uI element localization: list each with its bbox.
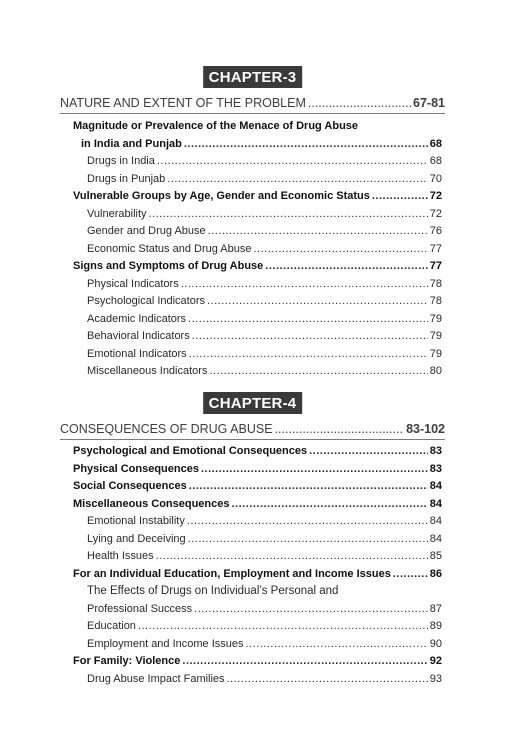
toc-entry[interactable] [73,498,442,516]
leader-dots [208,225,428,237]
toc-entry[interactable] [73,620,442,638]
toc-entry-page: 90 [429,637,442,650]
toc-entry[interactable] [73,445,442,463]
toc-entry[interactable] [73,208,442,226]
toc-entry-title: Miscellaneous Consequences [73,497,230,510]
toc-entry[interactable] [73,655,442,673]
toc-entry-page: 86 [429,567,442,580]
leader-dots [189,480,428,492]
leader-dots [187,515,428,527]
leader-dots [232,498,428,510]
toc-entry[interactable] [73,365,442,383]
toc-entry-title: Economic Status and Drug Abuse [87,242,252,255]
toc-entry[interactable] [73,243,442,261]
toc-entry-page: 76 [429,225,442,237]
leader-dots [275,422,405,436]
chapter-4-pages: 83-102 [406,422,445,436]
toc-entry-page: 89 [429,620,442,632]
chapter-3-entries [73,120,442,383]
toc-entry-title: Lying and Deceiving [87,532,186,545]
toc-entry[interactable] [73,585,442,603]
toc-entry-page: 78 [429,277,442,290]
toc-entry-title: Drugs in India [87,155,155,167]
toc-entry-title: Academic Indicators [87,312,187,325]
toc-entry[interactable] [73,348,442,366]
toc-entry-page: 84 [429,480,442,492]
toc-entry-page: 78 [429,295,442,307]
toc-entry[interactable] [73,313,442,331]
toc-entry-title: Vulnerable Groups by Age, Gender and Economic Status [73,190,370,202]
leader-dots [308,96,411,110]
chapter-3-heading[interactable] [60,96,445,114]
leader-dots [149,208,428,220]
toc-entry-page: 83 [429,445,442,457]
leader-dots [253,243,427,255]
toc-entry-page: 70 [429,172,442,185]
toc-entry[interactable] [73,295,442,313]
leader-dots [393,568,428,580]
toc-entry-page: 87 [429,602,442,615]
toc-entry-page: 77 [429,242,442,255]
toc-entry[interactable] [73,260,442,278]
chapter-3-pages: 67-81 [413,96,445,110]
leader-dots [372,190,428,202]
toc-entry-page: 80 [429,365,442,377]
leader-dots [189,348,428,360]
toc-entry[interactable] [73,568,442,586]
toc-entry[interactable] [73,330,442,348]
leader-dots [265,260,427,272]
toc-entry-title: Behavioral Indicators [87,330,190,342]
toc-entry-title: Social Consequences [73,480,187,492]
toc-entry[interactable] [73,463,442,481]
toc-entry-title: Psychological Indicators [87,295,206,307]
leader-dots [192,330,428,342]
toc-entry[interactable] [73,278,442,296]
leader-dots [188,313,428,325]
leader-dots [167,173,427,185]
leader-dots [184,138,428,150]
chapter-4-badge: CHAPTER-4 [203,392,303,414]
toc-entry-title: in India and Punjab [81,137,182,150]
toc-entry[interactable] [73,173,442,191]
toc-entry-title: Drug Abuse Impact Families [87,672,225,685]
toc-entry-page: 79 [429,312,442,325]
toc-entry-title: Professional Success [87,602,193,615]
toc-entry-page: 84 [429,532,442,545]
chapter-3-title: NATURE AND EXTENT OF THE PROBLEM [60,96,306,110]
toc-entry-title: Psychological and Emotional Consequences [73,445,308,457]
toc-entry[interactable] [73,225,442,243]
leader-dots [138,620,428,632]
toc-entry-title: Physical Consequences [73,462,199,475]
leader-dots [201,463,428,475]
toc-entry[interactable] [73,190,442,208]
leader-dots [156,550,428,562]
chapter-4-title: CONSEQUENCES OF DRUG ABUSE [60,422,273,436]
leader-dots [157,155,428,167]
toc-entry-title: For an Individual Education, Employment and Income Issues [73,567,391,580]
toc-entry-page: 72 [429,207,442,220]
toc-entry[interactable] [73,533,442,551]
toc-entry-page: 79 [429,330,442,342]
toc-entry-page: 79 [429,347,442,360]
leader-dots [209,365,427,377]
toc-entry-page: 92 [429,655,442,667]
toc-entry-title: Magnitude or Prevalence of the Menace of Drug Abuse [73,120,359,132]
leader-dots [207,295,428,307]
toc-entry[interactable] [73,638,442,656]
toc-entry[interactable] [73,155,442,173]
leader-dots [194,603,428,615]
toc-entry-title: Education [87,620,136,632]
toc-entry-page: 72 [429,190,442,202]
chapter-4-entries [73,445,442,690]
toc-entry-title: The Effects of Drugs on Individual’s Personal and [87,585,339,597]
toc-entry[interactable] [73,673,442,691]
toc-entry[interactable] [73,603,442,621]
leader-dots [227,673,428,685]
toc-entry-page: 77 [429,260,442,272]
toc-entry-page: 83 [429,462,442,475]
toc-entry-title: Gender and Drug Abuse [87,225,206,237]
leader-dots [246,638,428,650]
toc-entry-title: Miscellaneous Indicators [87,365,208,377]
toc-entry-title: Employment and Income Issues [87,637,244,650]
toc-entry-title: Emotional Instability [87,515,185,527]
toc-entry-page: 84 [429,497,442,510]
toc-entry-page: 93 [429,672,442,685]
toc-entry[interactable] [73,120,442,138]
toc-entry-title: Emotional Indicators [87,347,187,360]
toc-entry-page: 84 [429,515,442,527]
toc-entry-page: 85 [429,550,442,562]
toc-entry-page: 68 [429,155,442,167]
toc-entry[interactable] [73,550,442,568]
toc-entry-title: Health Issues [87,550,154,562]
chapter-4-heading[interactable] [60,422,445,440]
leader-dots [182,655,427,667]
toc-entry[interactable] [73,515,442,533]
toc-entry-title: Physical Indicators [87,277,179,290]
leader-dots [309,445,428,457]
toc-entry-title: Vulnerability [87,207,147,220]
leader-dots [188,533,428,545]
leader-dots [181,278,428,290]
toc-entry[interactable] [73,480,442,498]
toc-entry-title: Drugs in Punjab [87,172,166,185]
toc-entry-title: For Family: Violence [73,655,181,667]
toc-entry-page: 68 [429,137,442,150]
toc-entry[interactable] [73,138,442,156]
toc-entry-title: Signs and Symptoms of Drug Abuse [73,260,264,272]
chapter-3-badge: CHAPTER-3 [203,66,303,88]
